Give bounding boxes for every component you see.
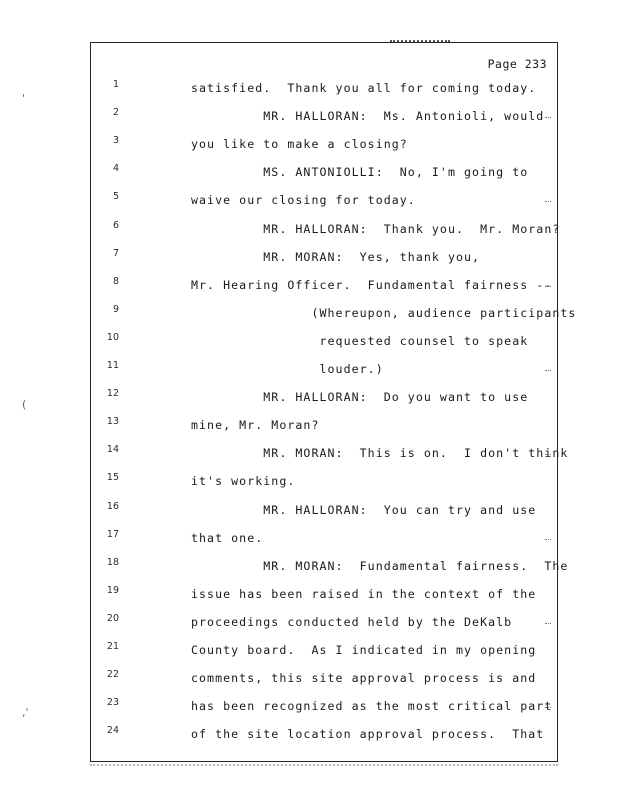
- scan-artifact-dash: [545, 201, 551, 202]
- line-text: has been recognized as the most critical part: [191, 699, 553, 714]
- transcript-line: [91, 332, 559, 354]
- line-text: of the site location approval process. That: [191, 727, 545, 742]
- transcript-page: [90, 42, 577, 762]
- line-number: 4: [112, 163, 119, 175]
- scan-artifact-dash: [545, 286, 551, 287]
- line-number: 8: [112, 275, 119, 287]
- line-text: Mr. Hearing Officer. Fundamental fairness --: [191, 277, 553, 292]
- line-number: 2: [112, 107, 119, 119]
- transcript-line: [91, 556, 569, 579]
- line-number: 7: [112, 247, 119, 259]
- line-text: waive our closing for today.: [191, 193, 416, 208]
- transcript-line: [91, 388, 559, 410]
- line-text: MR. MORAN: Fundamental fairness. The: [191, 558, 569, 573]
- margin-mark: (: [22, 398, 27, 411]
- scan-artifact-dash: [545, 454, 551, 455]
- line-text: mine, Mr. Moran?: [191, 418, 320, 433]
- line-number: 19: [106, 584, 119, 596]
- scan-artifact-dash: [545, 707, 551, 708]
- line-text: proceedings conducted held by the DeKalb: [191, 614, 513, 629]
- line-number: 9: [112, 303, 119, 315]
- line-number: 3: [112, 135, 119, 147]
- transcript-line: [91, 585, 559, 607]
- line-text: louder.): [191, 362, 384, 376]
- margin-mark: ': [22, 92, 26, 105]
- transcript-line: [91, 276, 559, 298]
- scan-artifact-dash: [545, 623, 551, 624]
- transcript-line: [91, 79, 559, 101]
- line-text: MS. ANTONIOLLI: No, I'm going to: [191, 165, 529, 180]
- transcript-line: [91, 303, 577, 326]
- transcript-line: [91, 697, 559, 719]
- transcript-line: [91, 135, 559, 157]
- line-number: 24: [106, 725, 119, 737]
- line-number: 14: [106, 444, 119, 456]
- transcript-line: [91, 191, 559, 213]
- line-number: 5: [112, 191, 119, 203]
- scan-artifact-dash: [545, 370, 551, 371]
- transcript-line: [91, 472, 559, 494]
- scan-artifact-dash: [545, 117, 551, 118]
- line-text: requested counsel to speak: [191, 333, 529, 348]
- line-text: MR. HALLORAN: Ms. Antonioli, would: [191, 109, 545, 124]
- transcript-line: [91, 416, 559, 438]
- line-number: 20: [106, 612, 119, 624]
- scan-artifact-dash: [545, 539, 551, 540]
- transcript-line: [91, 725, 559, 747]
- transcript-line: [91, 444, 569, 466]
- transcript-line: [91, 107, 559, 129]
- line-text: that one.: [191, 530, 264, 545]
- line-number: 15: [106, 472, 119, 484]
- margin-mark: ,': [22, 706, 29, 719]
- page-number: Page 233: [487, 57, 547, 71]
- line-number: 23: [106, 697, 119, 709]
- line-number: 11: [106, 360, 119, 371]
- transcript-line: [91, 641, 559, 663]
- line-text: comments, this site approval process is and: [191, 671, 537, 686]
- line-text: (Whereupon, audience participants: [191, 305, 577, 320]
- scan-artifact-bottom: [90, 764, 558, 770]
- line-text: it's working.: [191, 474, 296, 489]
- transcript-line: [91, 613, 559, 635]
- line-text: MR. MORAN: Yes, thank you,: [191, 249, 481, 264]
- transcript-line: [91, 220, 559, 242]
- transcript-line: [91, 669, 559, 691]
- line-number: 21: [106, 641, 119, 652]
- line-text: MR. HALLORAN: Thank you. Mr. Moran?: [191, 221, 561, 236]
- line-number: 16: [106, 500, 119, 512]
- line-number: 22: [106, 669, 119, 681]
- line-number: 6: [112, 219, 119, 231]
- line-text: MR. HALLORAN: You can try and use: [191, 502, 537, 517]
- line-number: 13: [106, 416, 119, 428]
- line-number: 12: [106, 388, 119, 400]
- line-number: 17: [106, 528, 119, 540]
- line-text: County board. As I indicated in my opening: [191, 643, 537, 657]
- transcript-line: [91, 529, 559, 551]
- transcript-line: [91, 501, 559, 523]
- line-number: 10: [106, 331, 119, 343]
- line-number: 1: [112, 79, 119, 90]
- line-text: you like to make a closing?: [191, 137, 408, 152]
- transcript-line: [91, 163, 559, 185]
- line-text: MR. HALLORAN: Do you want to use: [191, 390, 529, 405]
- line-text: issue has been raised in the context of the: [191, 586, 537, 601]
- transcript-line: [91, 360, 559, 382]
- line-text: satisfied. Thank you all for coming today.: [191, 81, 537, 95]
- line-number: 18: [106, 556, 119, 568]
- transcript-line: [91, 248, 559, 270]
- line-text: MR. MORAN: This is on. I don't think: [191, 446, 569, 461]
